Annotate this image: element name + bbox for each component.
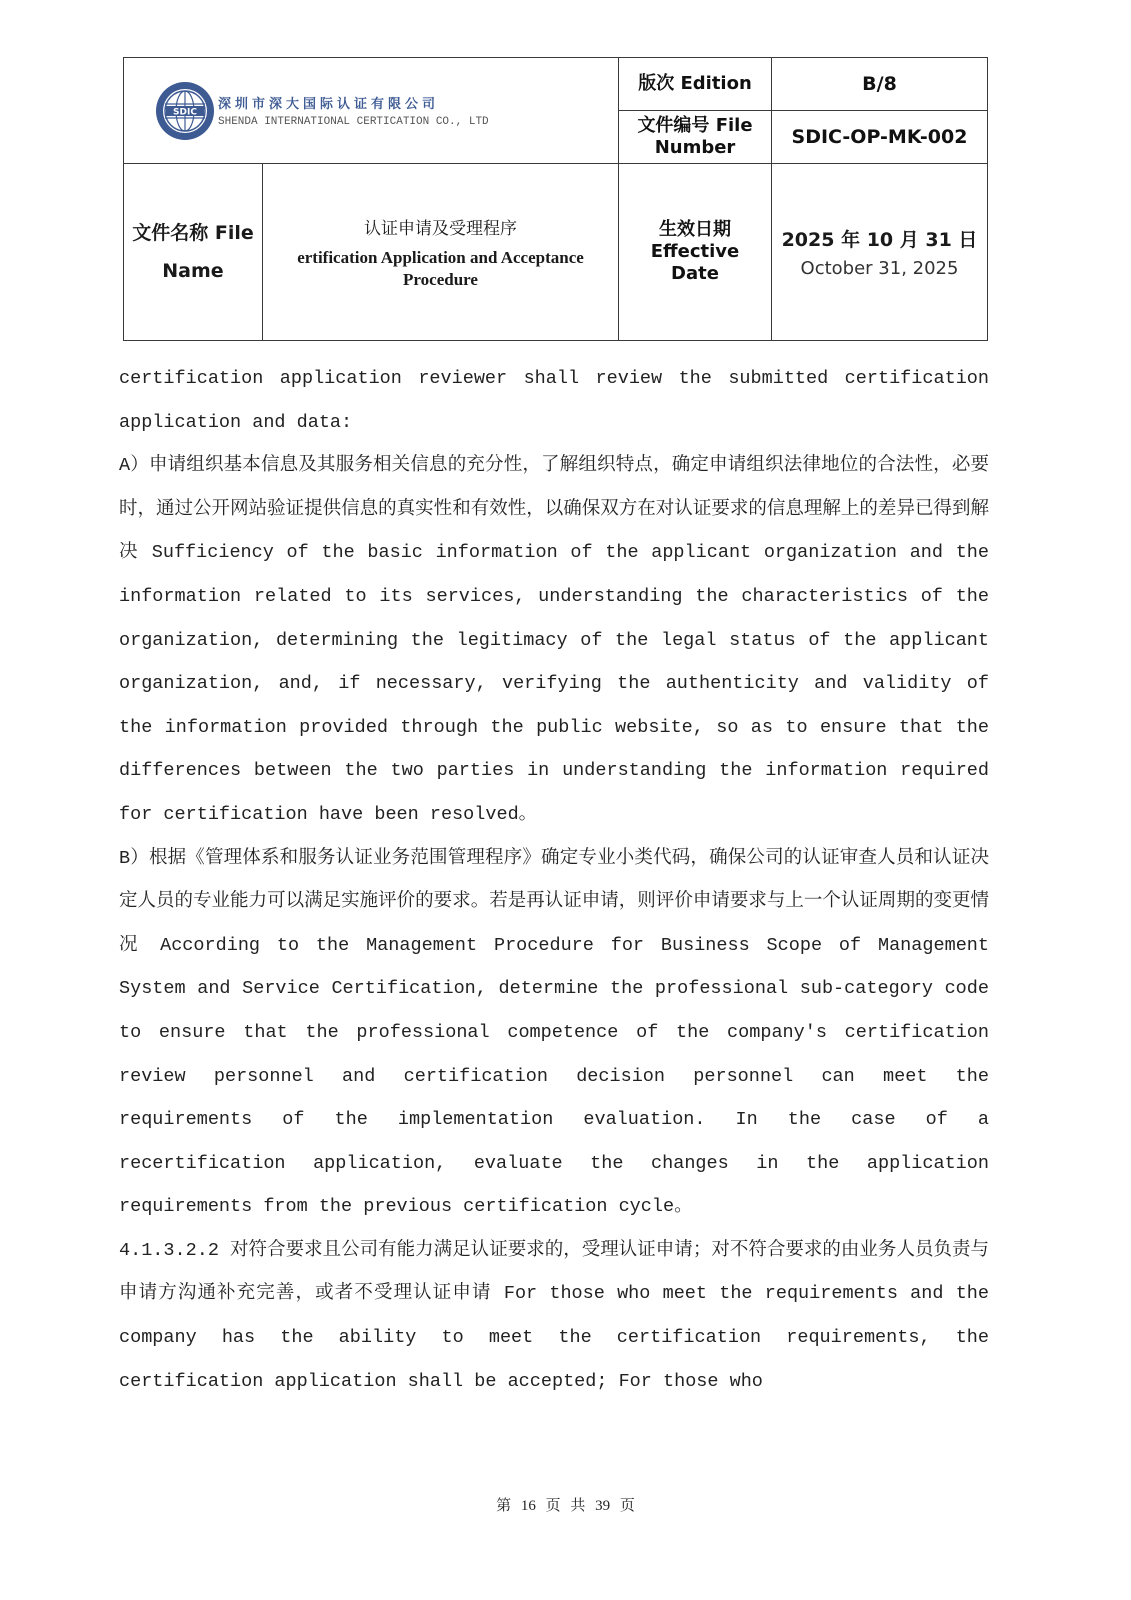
effective-label-3: Date [671,263,719,284]
file-number-label-1: 文件编号 File [637,115,753,136]
paragraph-4-1-3-2-2: 4.1.3.2.2 对符合要求且公司有能力满足认证要求的，受理认证申请；对不符合要求的由业务人员负责与申请方沟通补充完善，或者不受理认证申请 For those who meet the requirements and the company has the ability to meet the certification requirements, the certification application shall be accepted; For those who [119,1239,989,1392]
company-logo-icon [154,80,216,142]
edition-label-cell [619,58,772,111]
logo-text: SDIC [173,107,197,117]
document-body [119,357,989,1403]
company-name-en: SHENDA INTERNATIONAL CERTICATION CO., LTD [218,116,489,128]
file-name-label-1: 文件名称 File [132,222,254,244]
file-name-label-cell [124,164,263,341]
file-name-en: ertification Application and Acceptance Procedure [297,247,584,289]
effective-label-2: Effective [650,241,740,262]
paragraph-item-b: B）根据《管理体系和服务认证业务范围管理程序》确定专业小类代码，确保公司的认证审查人员和认证决定人员的专业能力可以满足实施评价的要求。若是再认证申请，则评价申请要求与上一个认证周期的变更情况 According to the Management Procedure for Business Scope of Management System and Service Certification, determine the professional sub-category code to ensure that the professional competence of the company's certification review personnel and certification decision personnel can meet the requirements of the implementation evaluation. In the case of a recertification application, evaluate the changes in the application requirements from the previous certification cycle。 [119,847,989,1218]
document-header-table [123,57,988,341]
edition-value-cell [772,58,988,111]
file-number-value: SDIC-OP-MK-002 [791,126,968,148]
company-name-cn: 深圳市深大国际认证有限公司 [218,97,440,112]
file-number-label-2: Number [654,137,736,158]
paragraph-intro: certification application reviewer shall review the submitted certification application and data: [119,368,989,433]
file-name-value-cell [263,164,619,341]
effective-date-cn: 2025 年 10 月 31 日 [781,229,978,251]
company-logo-cell [124,58,619,164]
effective-date-value-cell [772,164,988,341]
file-name-label-2: Name [162,260,224,282]
edition-value: B/8 [862,73,897,95]
file-name-cn: 认证申请及受理程序 [364,218,517,239]
edition-label: 版次 Edition [638,73,752,94]
effective-label-1: 生效日期 [659,219,731,240]
page-number-footer: 第 16 页 共 39 页 [496,1498,635,1514]
file-number-value-cell [772,111,988,164]
file-number-label-cell [619,111,772,164]
paragraph-item-a: A）申请组织基本信息及其服务相关信息的充分性，了解组织特点，确定申请组织法律地位的合法性，必要时，通过公开网站验证提供信息的真实性和有效性，以确保双方在对认证要求的信息理解上的差异已得到解决 Sufficiency of the basic information of the applicant organization and the information related to its services, understanding the characteristics of the organization, determining the legitimacy of the legal status of the applicant organization, and, if necessary, verifying the authenticity and validity of the information provided through the public website, so as to ensure that the differences between the two parties in understanding the information required for certification have been resolved。 [119,455,989,825]
effective-date-label-cell [619,164,772,341]
effective-date-en: October 31, 2025 [800,258,959,279]
